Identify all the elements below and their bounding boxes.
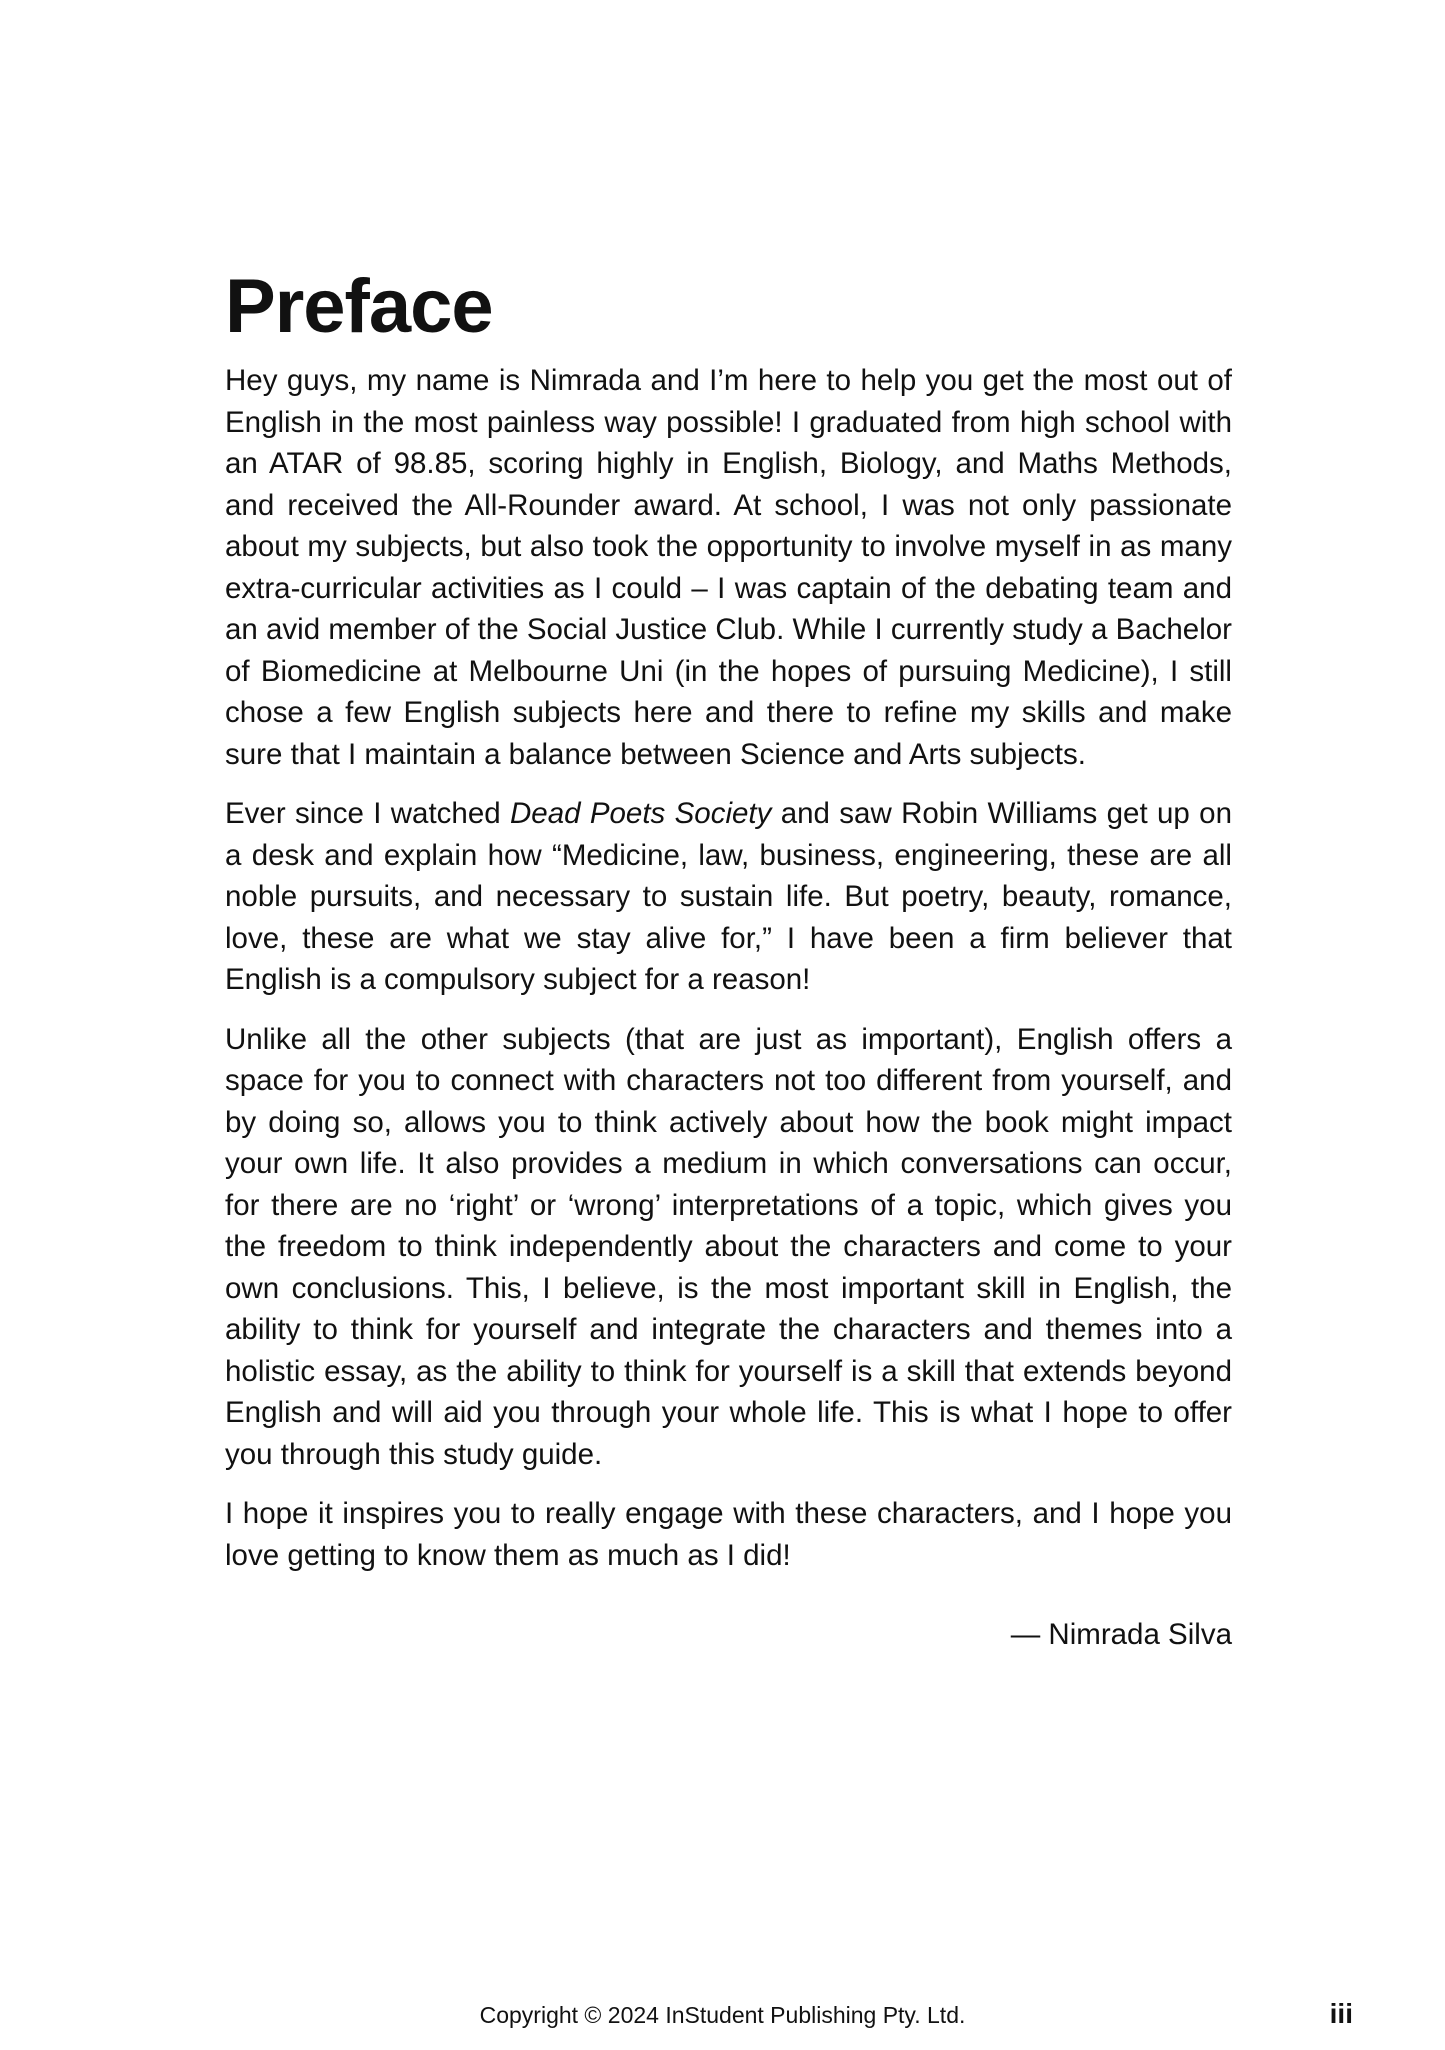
paragraph-text-after: and saw Robin Williams get up on a desk and explain how “Medicine, law, business, engineering, these are all noble pursuits, and necessary to sustain life. But poetry, beauty, romance, love, these are what we stay alive for,” I have been a firm believer that English is a compulsory subject for a reason! xyxy=(225,797,1232,996)
page-title: Preface xyxy=(225,264,493,349)
copyright-footer: Copyright © 2024 InStudent Publishing Pty. Ltd. xyxy=(479,2002,966,2028)
paragraph-text-before: Ever since I watched xyxy=(225,797,510,830)
author-signature: — Nimrada Silva xyxy=(1010,1618,1232,1651)
paragraph-intro: Hey guys, my name is Nimrada and I’m here to help you get the most out of English in the most painless way possible! I graduated from high school with an ATAR of 98.85, scoring highly in English, Biology, and Maths Methods, and received the All-Rounder award. At school, I was not only passionate about my subjects, but also took the opportunity to involve myself in as many extra-curricular activities as I could – I was captain of the debating team and an avid member of the Social Justice Club. While I currently study a Bachelor of Biomedicine at Melbourne Uni (in the hopes of pursuing Medicine), I still chose a few English subjects here and there to refine my skills and make sure that I maintain a balance between Science and Arts subjects. xyxy=(225,364,1232,771)
paragraph-closing: I hope it inspires you to really engage with these characters, and I hope you love getting to know them as much as I did! xyxy=(225,1497,1232,1572)
paragraph-english-value: Unlike all the other subjects (that are just as important), English offers a space for you to connect with characters not too different from yourself, and by doing so, allows you to think actively about how the book might impact your own life. It also provides a medium in which conversations can occur, for there are no ‘right’ or ‘wrong’ interpretations of a topic, which gives you the freedom to think independently about the characters and come to your own conclusions. This, I believe, is the most important skill in English, the ability to think for yourself and integrate the characters and themes into a holistic essay, as the ability to think for yourself is a skill that extends beyond English and will aid you through your whole life. This is what I hope to offer you through this study guide. xyxy=(225,1022,1232,1471)
preface-section xyxy=(225,262,1232,1656)
paragraph-dead-poets xyxy=(225,793,1232,1001)
page-number: iii xyxy=(1329,1998,1353,2029)
film-title: Dead Poets Society xyxy=(509,797,772,830)
